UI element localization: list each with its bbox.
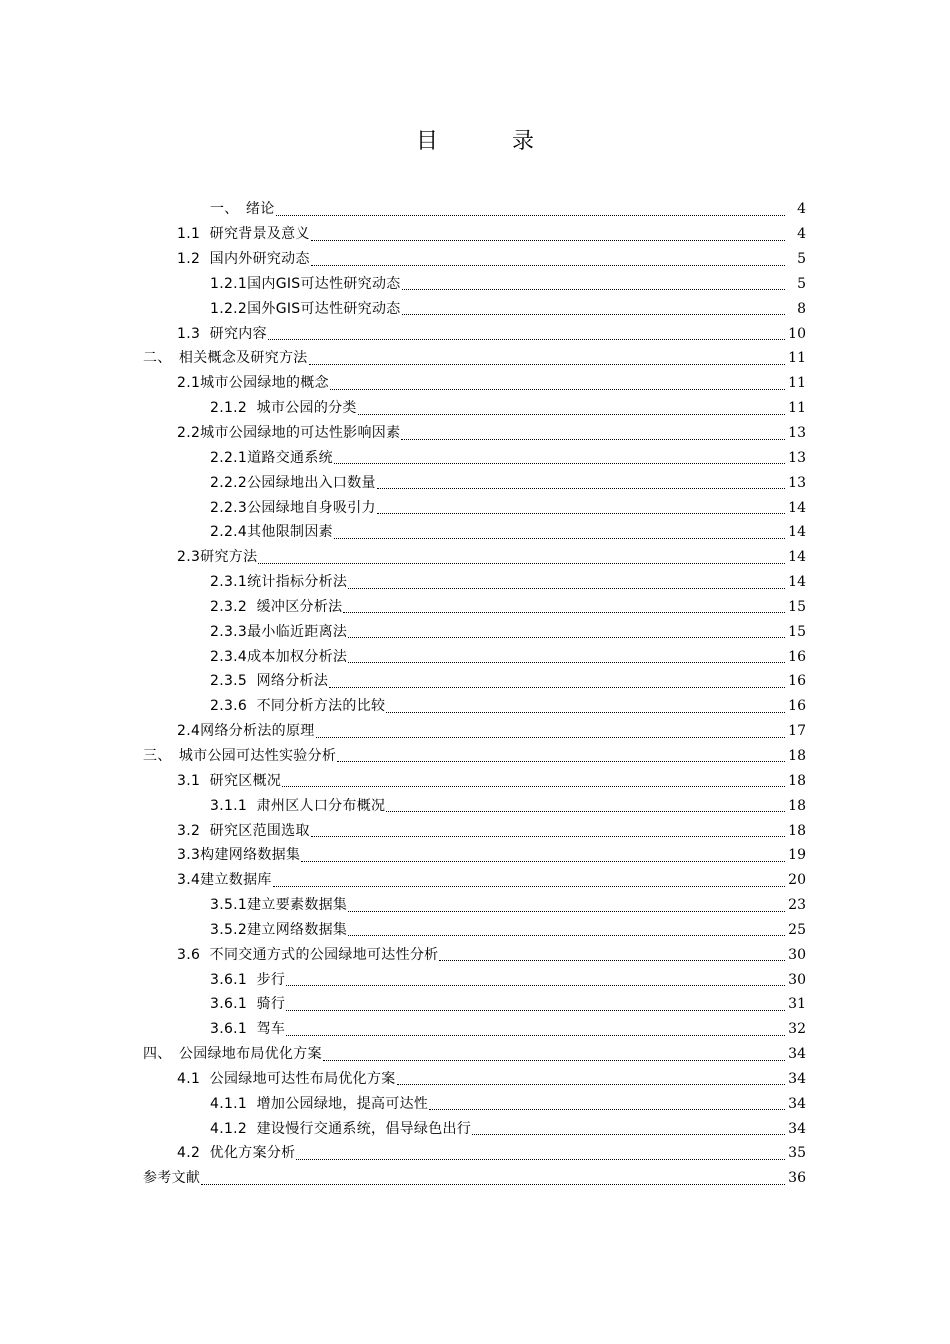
toc-entry[interactable] — [0, 992, 950, 1017]
toc-entry-text: 2.3.2 缓冲区分析法 — [210, 598, 343, 615]
toc-entry-text: 三、 城市公园可达性实验分析 — [143, 747, 337, 764]
toc-entry-page-number: 18 — [788, 822, 806, 839]
toc-dot-leader — [286, 971, 785, 986]
toc-entry-text: 1.2.2国外GIS可达性研究动态 — [210, 300, 401, 317]
toc-entry[interactable] — [0, 942, 950, 967]
toc-entry[interactable] — [0, 595, 950, 620]
toc-entry-page-number: 16 — [788, 673, 806, 690]
toc-entry[interactable] — [0, 272, 950, 297]
toc-dot-leader — [429, 1095, 785, 1110]
toc-entry[interactable] — [0, 843, 950, 868]
toc-dot-leader — [472, 1120, 785, 1135]
toc-entry-text: 3.5.1建立要素数据集 — [210, 897, 348, 914]
toc-entry-page-number: 13 — [788, 474, 806, 491]
toc-list — [0, 197, 950, 1191]
toc-entry[interactable] — [0, 445, 950, 470]
toc-dot-leader — [377, 499, 785, 514]
toc-entry[interactable] — [0, 321, 950, 346]
toc-entry-page-number: 31 — [788, 996, 806, 1013]
toc-dot-leader — [348, 648, 785, 663]
toc-dot-leader — [334, 449, 785, 464]
toc-entry-page-number: 30 — [788, 971, 806, 988]
toc-entry-text: 2.1城市公园绿地的概念 — [177, 375, 329, 392]
toc-dot-leader — [311, 226, 785, 241]
toc-dot-leader — [311, 251, 785, 266]
toc-entry-text: 2.2.4其他限制因素 — [210, 524, 333, 541]
toc-entry-page-number: 14 — [788, 524, 806, 541]
toc-dot-leader — [276, 201, 786, 216]
toc-dot-leader — [348, 921, 785, 936]
toc-entry[interactable] — [0, 470, 950, 495]
toc-entry-text: 2.2城市公园绿地的可达性影响因素 — [177, 425, 401, 442]
toc-entry-page-number: 34 — [788, 1070, 806, 1087]
toc-entry[interactable] — [0, 570, 950, 595]
toc-entry-page-number: 15 — [788, 598, 806, 615]
toc-entry-page-number: 18 — [788, 797, 806, 814]
toc-entry-page-number: 36 — [788, 1170, 806, 1187]
toc-dot-leader — [316, 723, 785, 738]
toc-entry[interactable] — [0, 545, 950, 570]
toc-entry[interactable] — [0, 768, 950, 793]
toc-title: 目 录 — [415, 129, 560, 154]
toc-entry-text: 2.3.4成本加权分析法 — [210, 648, 348, 665]
toc-entry-page-number: 11 — [788, 375, 806, 392]
toc-entry-page-number: 16 — [788, 648, 806, 665]
toc-entry-text: 2.3.1统计指标分析法 — [210, 574, 348, 591]
toc-dot-leader — [386, 698, 785, 713]
toc-entry[interactable] — [0, 247, 950, 272]
toc-entry-text: 2.2.3公园绿地自身吸引力 — [210, 499, 376, 516]
toc-entry-page-number: 20 — [788, 872, 806, 889]
toc-entry-page-number: 8 — [797, 300, 806, 317]
toc-entry[interactable] — [0, 818, 950, 843]
toc-entry-page-number: 25 — [788, 921, 806, 938]
toc-entry-text: 2.4网络分析法的原理 — [177, 723, 315, 740]
toc-entry[interactable] — [0, 421, 950, 446]
toc-entry-page-number: 14 — [788, 499, 806, 516]
toc-entry-text: 1.2.1国内GIS可达性研究动态 — [210, 275, 401, 292]
toc-entry-page-number: 11 — [788, 350, 806, 367]
toc-entry-text: 1.2 国内外研究动态 — [177, 251, 310, 268]
toc-entry-text: 2.1.2 城市公园的分类 — [210, 400, 357, 417]
toc-entry-page-number: 35 — [788, 1145, 806, 1162]
toc-entry-text: 2.3研究方法 — [177, 549, 258, 566]
toc-entry[interactable] — [0, 1166, 950, 1191]
toc-entry[interactable] — [0, 296, 950, 321]
toc-entry[interactable] — [0, 793, 950, 818]
toc-entry-page-number: 16 — [788, 698, 806, 715]
toc-entry[interactable] — [0, 917, 950, 942]
toc-entry-text: 4.1 公园绿地可达性布局优化方案 — [177, 1070, 396, 1087]
toc-entry[interactable] — [0, 1067, 950, 1092]
toc-entry[interactable] — [0, 1091, 950, 1116]
toc-entry[interactable] — [0, 1116, 950, 1141]
toc-entry[interactable] — [0, 669, 950, 694]
toc-entry[interactable] — [0, 520, 950, 545]
toc-dot-leader — [348, 574, 785, 589]
toc-entry-page-number: 10 — [788, 325, 806, 342]
toc-entry-text: 3.5.2建立网络数据集 — [210, 921, 348, 938]
toc-entry[interactable] — [0, 197, 950, 222]
toc-entry[interactable] — [0, 744, 950, 769]
toc-entry-page-number: 34 — [788, 1120, 806, 1137]
toc-entry-page-number: 32 — [788, 1021, 806, 1038]
toc-entry-text: 2.3.5 网络分析法 — [210, 673, 329, 690]
toc-entry[interactable] — [0, 371, 950, 396]
toc-dot-leader — [201, 1170, 785, 1185]
toc-dot-leader — [377, 474, 785, 489]
toc-dot-leader — [439, 946, 785, 961]
toc-entry[interactable] — [0, 1141, 950, 1166]
toc-dot-leader — [296, 1145, 785, 1160]
toc-entry-page-number: 18 — [788, 772, 806, 789]
toc-entry-text: 4.1.1 增加公园绿地，提高可达性 — [210, 1095, 429, 1112]
toc-entry-text: 3.6.1 骑行 — [210, 996, 286, 1013]
toc-entry-text: 2.3.3最小临近距离法 — [210, 623, 348, 640]
toc-entry-page-number: 5 — [797, 275, 806, 292]
toc-entry-text: 1.1 研究背景及意义 — [177, 226, 310, 243]
toc-entry-page-number: 4 — [797, 226, 806, 243]
toc-dot-leader — [343, 598, 785, 613]
toc-entry-page-number: 19 — [788, 847, 806, 864]
toc-entry-text: 3.1 研究区概况 — [177, 772, 282, 789]
toc-entry[interactable] — [0, 1042, 950, 1067]
toc-entry[interactable] — [0, 495, 950, 520]
toc-entry-page-number: 11 — [788, 400, 806, 417]
toc-dot-leader — [348, 623, 785, 638]
toc-dot-leader — [402, 275, 785, 290]
toc-entry-text: 3.2 研究区范围选取 — [177, 822, 310, 839]
toc-entry[interactable] — [0, 396, 950, 421]
toc-entry[interactable] — [0, 644, 950, 669]
toc-entry-text: 4.2 优化方案分析 — [177, 1145, 296, 1162]
toc-dot-leader — [282, 772, 785, 787]
toc-entry[interactable] — [0, 1017, 950, 1042]
toc-entry-text: 四、 公园绿地布局优化方案 — [143, 1046, 322, 1063]
toc-entry-text: 一、 绪论 — [210, 201, 275, 218]
toc-dot-leader — [330, 375, 785, 390]
toc-dot-leader — [258, 549, 785, 564]
toc-entry-page-number: 23 — [788, 897, 806, 914]
toc-entry-text: 4.1.2 建设慢行交通系统，倡导绿色出行 — [210, 1120, 472, 1137]
toc-entry-text: 二、 相关概念及研究方法 — [143, 350, 308, 367]
toc-entry-text: 3.6.1 驾车 — [210, 1021, 286, 1038]
toc-entry-page-number: 18 — [788, 747, 806, 764]
toc-entry[interactable] — [0, 346, 950, 371]
toc-entry-page-number: 14 — [788, 574, 806, 591]
toc-dot-leader — [311, 822, 785, 837]
toc-entry-text: 参考文献 — [143, 1170, 201, 1187]
toc-dot-leader — [309, 350, 785, 365]
toc-entry[interactable] — [0, 893, 950, 918]
toc-entry[interactable] — [0, 619, 950, 644]
toc-entry-text: 3.1.1 肃州区人口分布概况 — [210, 797, 386, 814]
toc-entry-text: 3.3构建网络数据集 — [177, 847, 301, 864]
toc-entry-page-number: 17 — [788, 723, 806, 740]
toc-dot-leader — [337, 747, 785, 762]
toc-entry-text: 2.2.2公园绿地出入口数量 — [210, 474, 376, 491]
toc-dot-leader — [401, 425, 785, 440]
toc-dot-leader — [348, 897, 785, 912]
toc-entry[interactable] — [0, 868, 950, 893]
toc-dot-leader — [286, 996, 785, 1011]
toc-dot-leader — [402, 300, 785, 315]
toc-dot-leader — [386, 797, 785, 812]
toc-entry-text: 3.6 不同交通方式的公园绿地可达性分析 — [177, 946, 439, 963]
toc-dot-leader — [329, 673, 785, 688]
toc-dot-leader — [323, 1046, 785, 1061]
toc-entry-page-number: 4 — [797, 201, 806, 218]
toc-entry[interactable] — [0, 719, 950, 744]
toc-entry-text: 3.4建立数据库 — [177, 872, 272, 889]
toc-entry-page-number: 5 — [797, 251, 806, 268]
toc-dot-leader — [273, 872, 785, 887]
toc-entry-page-number: 13 — [788, 449, 806, 466]
toc-entry-page-number: 14 — [788, 549, 806, 566]
toc-dot-leader — [286, 1021, 785, 1036]
toc-entry-text: 2.2.1道路交通系统 — [210, 449, 333, 466]
toc-entry[interactable] — [0, 222, 950, 247]
toc-entry-page-number: 34 — [788, 1046, 806, 1063]
toc-entry[interactable] — [0, 694, 950, 719]
toc-entry-page-number: 30 — [788, 946, 806, 963]
toc-dot-leader — [301, 847, 785, 862]
toc-entry-page-number: 13 — [788, 425, 806, 442]
toc-entry-page-number: 34 — [788, 1095, 806, 1112]
toc-dot-leader — [397, 1070, 785, 1085]
toc-dot-leader — [268, 325, 785, 340]
toc-entry-text: 2.3.6 不同分析方法的比较 — [210, 698, 386, 715]
toc-entry-text: 3.6.1 步行 — [210, 971, 286, 988]
toc-dot-leader — [334, 524, 785, 539]
toc-entry[interactable] — [0, 967, 950, 992]
toc-entry-page-number: 15 — [788, 623, 806, 640]
toc-dot-leader — [358, 400, 785, 415]
toc-entry-text: 1.3 研究内容 — [177, 325, 267, 342]
